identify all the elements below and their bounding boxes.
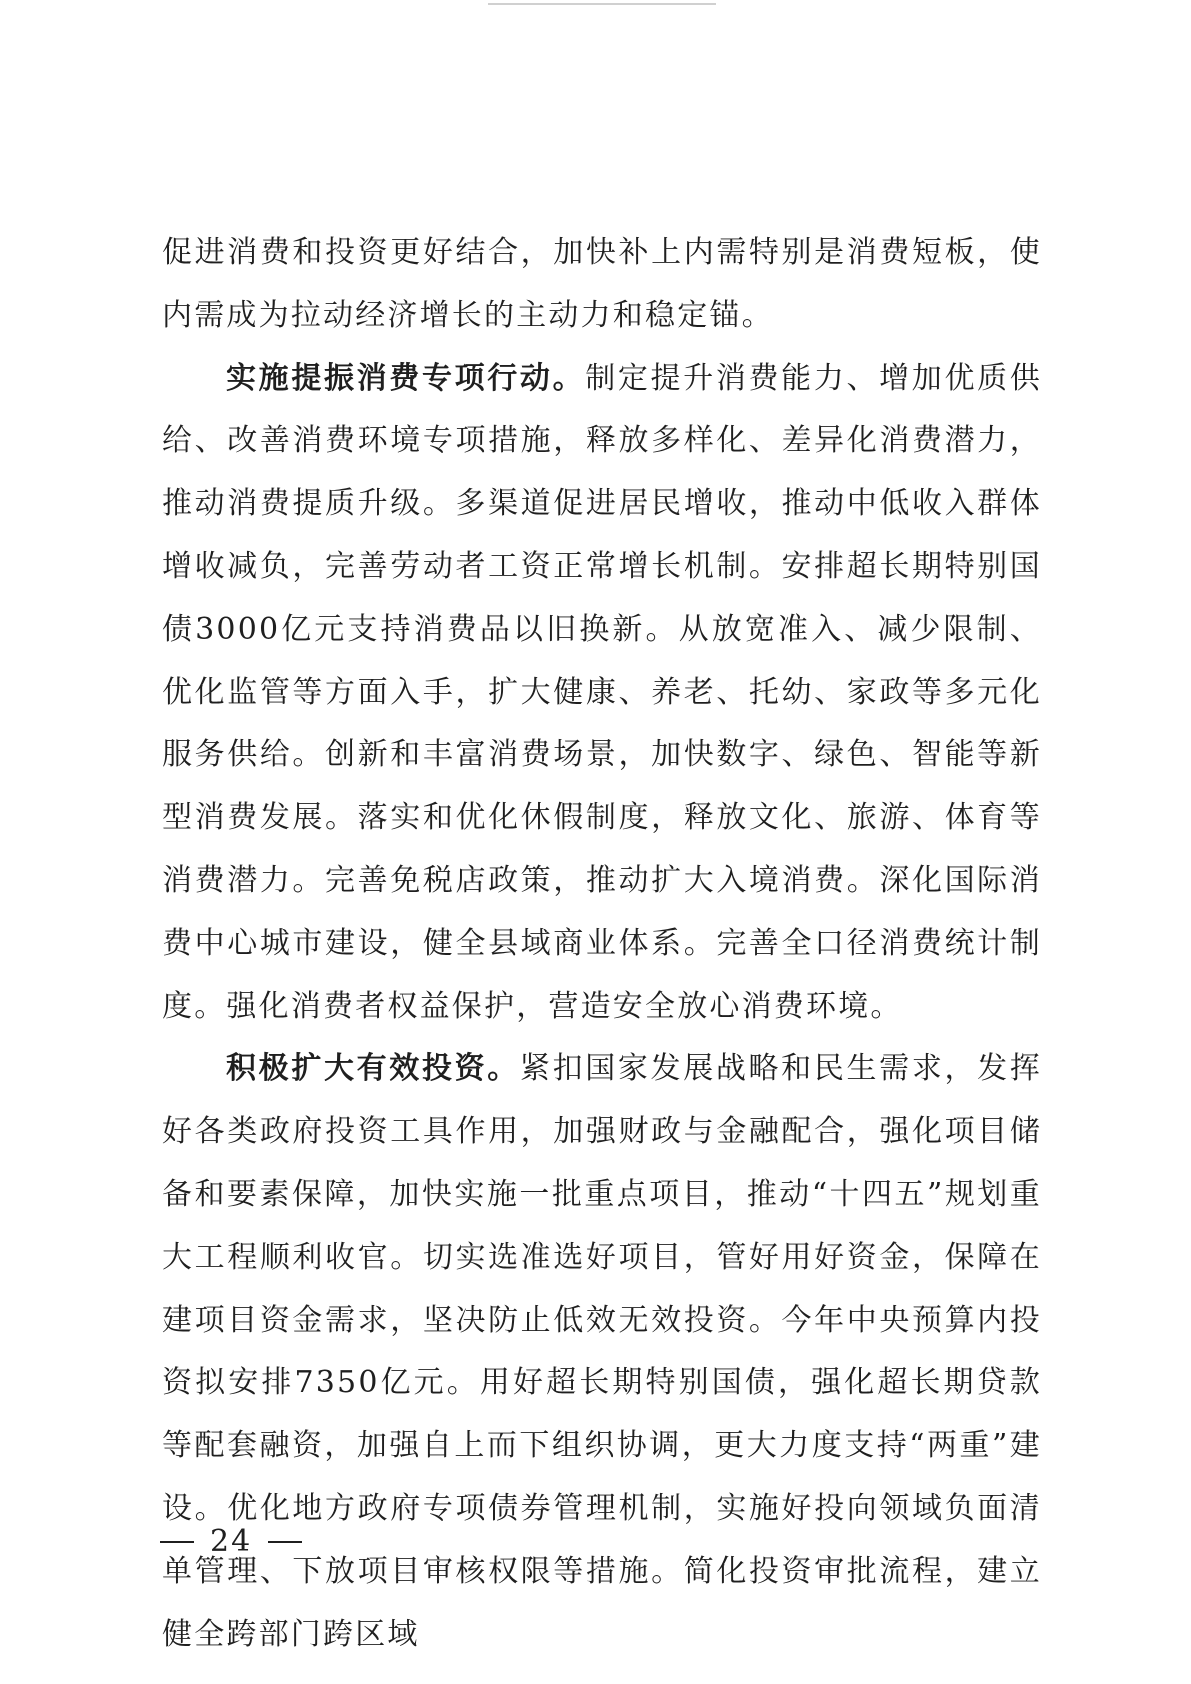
paragraph-text: 制定提升消费能力、增加优质供给、改善消费环境专项措施，释放多样化、差异化消费潜力，推动消费提质升级。多渠道促进居民增收，推动中低收入群体增收减负，完善劳动者工资正常增长机制。安排超长期特别国债3000亿元支持消费品以旧换新。从放宽准入、减少限制、优化监管等方面入手，扩大健康、养老、托幼、家政等多元化服务供给。创新和丰富消费场景，加快数字、绿色、智能等新型消费发展。落实和优化休假制度，释放文化、旅游、体育等消费潜力。完善免税店政策，推动扩大入境消费。深化国际消费中心城市建设，健全县域商业体系。完善全口径消费统计制度。强化消费者权益保护，营造安全放心消费环境。 <box>162 360 1042 1024</box>
paragraph-heading: 积极扩大有效投资。 <box>226 1051 520 1087</box>
footer-dash-left <box>160 1541 194 1543</box>
top-rule <box>488 3 716 5</box>
paragraph-continued <box>162 222 1042 348</box>
paragraph-heading: 实施提振消费专项行动。 <box>226 360 586 396</box>
paragraph-text: 紧扣国家发展战略和民生需求，发挥好各类政府投资工具作用，加强财政与金融配合，强化项目储备和要素保障，加快实施一批重点项目，推动“十四五”规划重大工程顺利收官。切实选准选好项目，管好用好资金，保障在建项目资金需求，坚决防止低效无效投资。今年中央预算内投资拟安排7350亿元。用好超长期特别国债，强化超长期贷款等配套融资，加强自上而下组织协调，更大力度支持“两重”建设。优化地方政府专项债券管理机制，实施好投向领域负面清单管理、下放项目审核权限等措施。简化投资审批流程，建立健全跨部门跨区域 <box>162 1051 1042 1652</box>
page-number: 24 <box>210 1524 253 1559</box>
page-footer <box>160 1522 302 1562</box>
paragraph-text: 促进消费和投资更好结合，加快补上内需特别是消费短板，使内需成为拉动经济增长的主动力和稳定锚。 <box>162 235 1042 333</box>
page-body <box>162 222 1042 1666</box>
footer-dash-right <box>268 1541 302 1543</box>
paragraph-investment <box>162 1038 1042 1666</box>
paragraph-consumption <box>162 348 1042 1039</box>
